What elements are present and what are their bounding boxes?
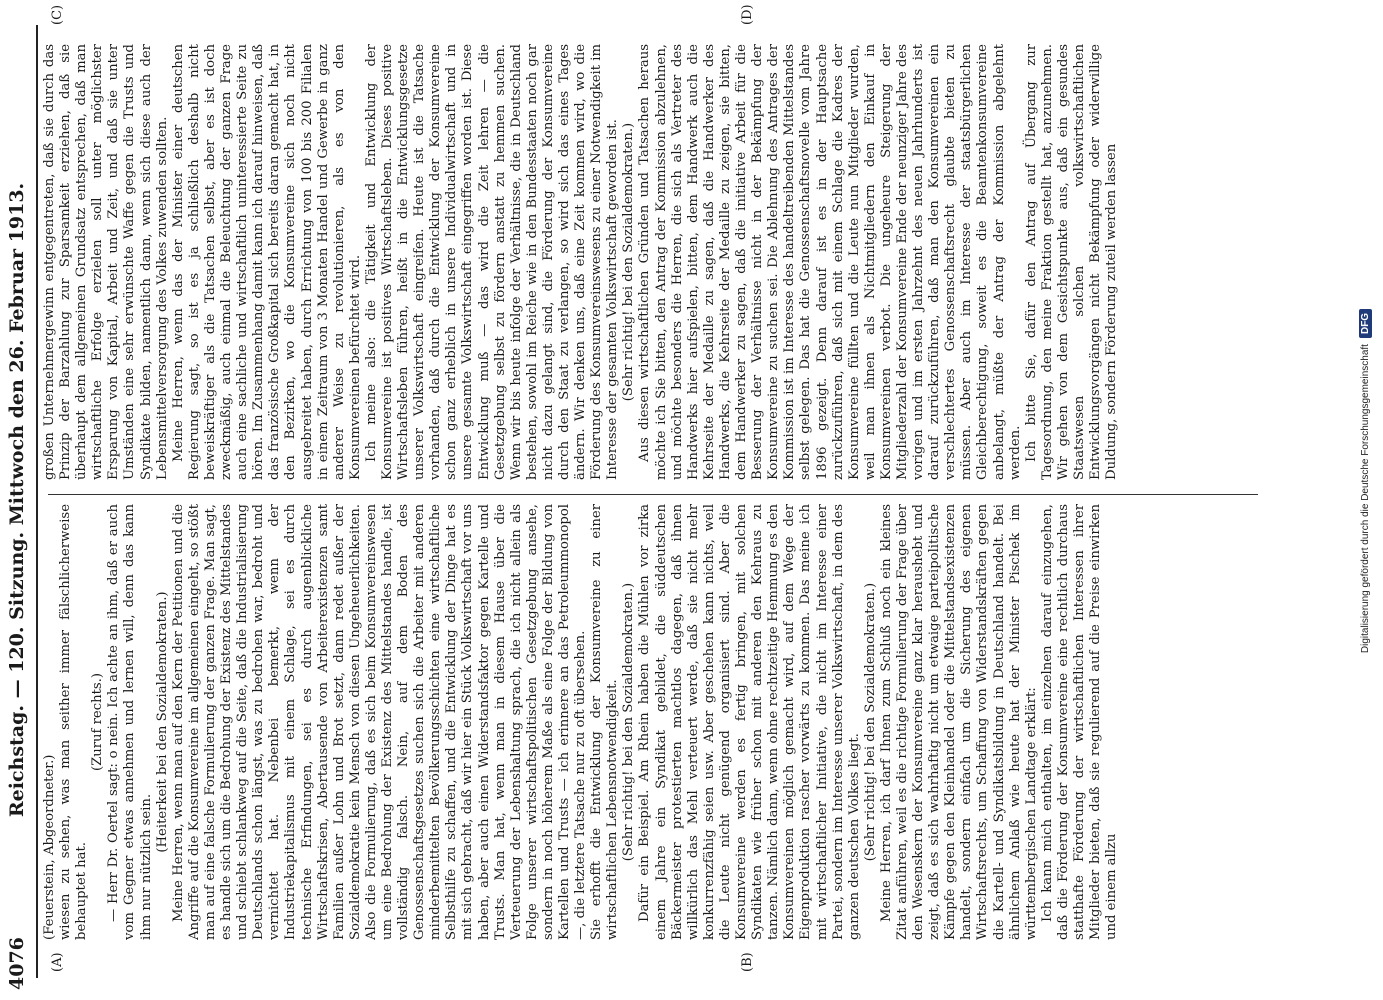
dfg-logo: DFG bbox=[1359, 309, 1372, 338]
speaker-note: (Feuerstein, Abgeordneter.) bbox=[42, 754, 57, 940]
margin-marker-b: (B) bbox=[740, 952, 755, 972]
page-title: Reichstag. — 120. Sitzung. Mittwoch den 26. Februar 1913. bbox=[6, 182, 28, 818]
quoted-paragraph: großen Unternehmergewinn entgegentreten, daß sie durch das Prinzip der Barzahlung zur Sparsamkeit erziehen, daß sie überhaupt dem allgemeinen Grundsatz entsprechen, daß man wirtschaftliche Erfolge erzielen soll unter möglichster Ersparung von Kapital, Arbeit und Zeit, und daß sie unter Umständen eine sehr erwünschte Waffe gegen die Trusts und Syndikate bilden, namentlich dann, wenn sich diese auch der Lebensmittelversorgung des Volkes zuwenden sollten. bbox=[42, 44, 170, 480]
paragraph: Meine Herren, wenn das der Minister einer deutschen Regierung sagt, so ist es ja schließlich deshalb nicht beweiskräftiger als die Tatsachen selbst, aber es ist doch zweckmäßig, auch einmal die Beleuchtung der ganzen Frage auch eine sachliche und wirtschaftlich uninteressierte Seite zu hören. Im Zusammenhang damit kann ich darauf hinweisen, daß das französische Großkapital sich bereits daran gemacht hat, in den Bezirken, wo die Konsumvereine sich noch nicht ausgebreitet haben, durch Errichtung von 100 bis 200 Filialen in einem Zeitraum von 3 Monaten Handel und Gewerbe in ganz anderer Weise zu revolutionieren, als es von den Konsumvereinen befürchtet wird. bbox=[170, 44, 363, 480]
quoted-paragraph: Ich kann mich enthalten, im einzelnen darauf einzugehen, daß die Förderung der Konsumvereine eine rechtlich durchaus statthafte Förderung der wirtschaftlichen Interessen ihrer Mitglieder bieten, daß sie regulierend auf die Preise einwirken und einem allzu bbox=[1039, 504, 1120, 940]
interjection: (Sehr richtig! bei den Sozialdemokraten.) bbox=[621, 122, 637, 402]
paragraph: Ich meine also: die Tätigkeit und Entwicklung der Konsumvereine ist positives Wirtschaftsleben. Dieses positive Wirtschaftsleben führen, heißt in die Entwicklungsgesetze unserer Volkswirtschaft eingreifen. Heute ist die Tatsache vorhanden, daß durch die Entwicklung der Konsumvereine schon ganz erheblich in unsere Individualwirtschaft und in unsere gesamte Volkswirtschaft eingegriffen worden ist. Diese Entwicklung muß — das wird die Zeit lehren — die Gesetzgebung selbst zu fördern anstatt zu hemmen suchen. Wenn wir bis heute infolge der Verhältnisse, die in Deutschland bestehen, sowohl im Reiche wie in den Bundesstaaten noch gar nicht dazu gelangt sind, die Förderung der Konsumvereine durch den Staat zu verlangen, so wird sich das eines Tages ändern. Wir denken uns, daß eine Zeit kommen wird, wo die Förderung des Konsumvereinswesens zu einer Notwendigkeit im Interesse der gesamten Volkswirtschaft geworden ist. bbox=[363, 44, 621, 480]
margin-marker-d: (D) bbox=[740, 4, 755, 25]
interjection: (Heiterkeit bei den Sozialdemokraten.) bbox=[154, 591, 170, 853]
paragraph: — Herr Dr. Oertel sagt: o nein. Ich achte an ihm, daß er auch vom Gegner etwas annehmen und lernen will, denn das kann ihm nur nützlich sein. bbox=[106, 504, 154, 940]
paragraph: wiesen zu sehen, was man seither immer fälschlicherweise behauptet hat. bbox=[58, 504, 90, 940]
sidebar-caption bbox=[1354, 161, 1376, 801]
paragraph: Aus diesen wirtschaftlichen Gründen und Tatsachen heraus möchte ich Sie bitten, den Antrag der Kommission abzulehnen, und möchte besonders die Herren, die sich als Vertreter des Handwerks hier aufspielen, bitten, dem Handwerk auch die Kehrseite der Medaille zu sagen, daß die Handwerker des Handwerks, die Kehrseite der Medaille zu zeigen, sie bitten, dem Handwerker zu sagen, daß die initiative Arbeit für die Besserung der Verhältnisse nicht in der Bekämpfung der Konsumvereine zu suchen sei. Die Ablehnung des Antrages der Kommission ist im Interesse des handeltreibenden Mittelstandes selbst gelegen. Das hat die Genossenschaftsnovelle vom Jahre 1896 gezeigt. Denn darauf ist es in der Hauptsache zurückzuführen, daß sich mit einem Schlage die Kadres der Konsumvereine füllten und die Leute nun Mitglieder wurden, weil man ihnen als Nichtmitgliedern den Einkauf in Konsumvereinen verbot. Die ungeheure Steigerung der Mitgliederzahl der Konsumvereine Ende der neunziger Jahre des vorigen und im ersten Jahrzehnt des neuen Jahrhunderts ist darauf zurückzuführen, daß man den Konsumvereinen ein verschlechtertes Genossenschaftsrecht glaubte bieten zu müssen. Aber auch im Interesse der staatsbürgerlichen Gleichberechtigung, soweit es die Beamtenkonsumvereine anbelangt, müßte der Antrag der Kommission abgelehnt werden. bbox=[637, 44, 1023, 480]
sidebar-text: Digitalisierung gefördert durch die Deutsche Forschungsgemeinschaft bbox=[1359, 344, 1371, 654]
header-rule bbox=[36, 25, 38, 978]
page-number: 4076 bbox=[6, 937, 28, 990]
right-text-column bbox=[42, 44, 1267, 480]
interjection: (Sehr richtig! bei den Sozialdemokraten.) bbox=[862, 582, 878, 862]
interjection: (Sehr richtig! bei den Sozialdemokraten.) bbox=[621, 582, 637, 862]
interjection: (Zuruf rechts.) bbox=[90, 672, 106, 772]
paragraph: Meine Herren, wenn man auf den Kern der Petitionen und die Angriffe auf die Konsumvereine im allgemeinen eingeht, so stößt man auf eine falsche Formulierung der ganzen Frage. Man sagt, es handle sich um die Bedrohung der Existenz des Mittelstandes und schiebt schlankweg auf die Seite, daß die Industrialisierung Deutschlands schon längst, was zu bedrohen war, bedroht und vernichtet hat. Nebenbei bemerkt, wenn der Industriekapitalismus mit einem Schlage, sei es durch technische Erfindungen, sei es durch augenblickliche Wirtschaftskrisen, Abertausende von Arbeiterexistenzen samt Familien außer Lohn und Brot setzt, dann redet außer der Sozialdemokratie kein Mensch von diesen Ungeheuerlichkeiten. Also die Formulierung, daß es sich beim Konsumvereinswesen um eine Bedrohung der Existenz des Mittelstandes handle, ist vollständig falsch. Nein, auf dem Boden des Genossenschaftsgesetzes suchen sich die Arbeiter mit anderen minderbemittelten Bevölkerungsschichten eine wirtschaftliche Selbsthilfe zu schaffen, und die Entwicklung der Dinge hat es mit sich gebracht, daß wir hier ein Stück Volkswirtschaft vor uns haben, aber auch einen Widerstandsfaktor gegen Kartelle und Trusts. Man hat, wenn man in diesem Hause über die Verteuerung der Lebenshaltung sprach, die ich nicht allein als Folge unserer wirtschaftspolitischen Gesetzgebung ansehe, sondern in noch höherem Maße als eine Folge der Bildung von Kartellen und Trusts — ich erinnere an das Petroleummonopol —, die letztere Tatsache nur zu oft übersehen. bbox=[170, 504, 589, 940]
left-text-column bbox=[42, 504, 1267, 940]
paragraph: Sie erhofft die Entwicklung der Konsumvereine zu einer wirtschaftlichen Lebensnotwendigkeit. bbox=[589, 504, 621, 940]
digitization-sidebar bbox=[1345, 0, 1383, 1000]
column-divider bbox=[48, 494, 1258, 495]
margin-marker-a: (A) bbox=[50, 952, 65, 972]
margin-marker-c: (C) bbox=[50, 4, 65, 25]
paragraph: Ich bitte Sie, dafür den Antrag auf Übergang zur Tagesordnung, den meine Fraktion gestellt hat, anzunehmen. Wir gehen von dem Gesichtspunkte aus, daß ein gesundes Staatswesen solchen volkswirtschaftlichen Entwicklungsvorgängen nicht Bekämpfung oder widerwillige Duldung, sondern Förderung zuteil werden lassen bbox=[1023, 44, 1120, 480]
paragraph: Dafür ein Beispiel. Am Rhein haben die Mühlen vor zirka einem Jahre ein Syndikat gebildet, die süddeutschen Bäckermeister protestierten machtlos dagegen, daß ihnen willkürlich das Mehl verteuert werde, daß sie nicht mehr konkurrenzfähig seien usw. Aber geschehen kann nichts, weil die Leute nicht genügend organisiert sind. Aber die Konsumvereine werden es fertig bringen, mit solchen Syndikaten wie früher schon mit anderen den Kehraus zu tanzen. Nämlich dann, wenn ohne rechtzeitige Hemmung es den Konsumvereinen möglich gemacht wird, auf dem Wege der Eigenproduktion rascher vorwärts zu kommen. Das meine ich mit wirtschaftlicher Initiative, die nicht im Interesse einer Partei, sondern im Interesse unserer Volkswirtschaft, in dem des ganzen deutschen Volkes liegt. bbox=[637, 504, 862, 940]
paragraph: Meine Herren, ich darf Ihnen zum Schluß noch ein kleines Zitat anführen, weil es die richtige Formulierung der Frage über den Wesenskern der Konsumvereine ganz klar heraushebt und zeigt, daß es sich wahrhaftig nicht um etwaige parteipolitische Kämpfe gegen den Kleinhandel oder die Mittelstandsexistenzen handelt, sondern einfach um die Sicherung des eigenen Wirtschaftsrechts, um Schaffung von Widerstandskräften gegen die Kartell- und Syndikatsbildung in Deutschland handelt. Bei ähnlichem Anlaß wie heute hat der Minister Pischek im württembergischen Landtage erklärt: bbox=[878, 504, 1039, 940]
